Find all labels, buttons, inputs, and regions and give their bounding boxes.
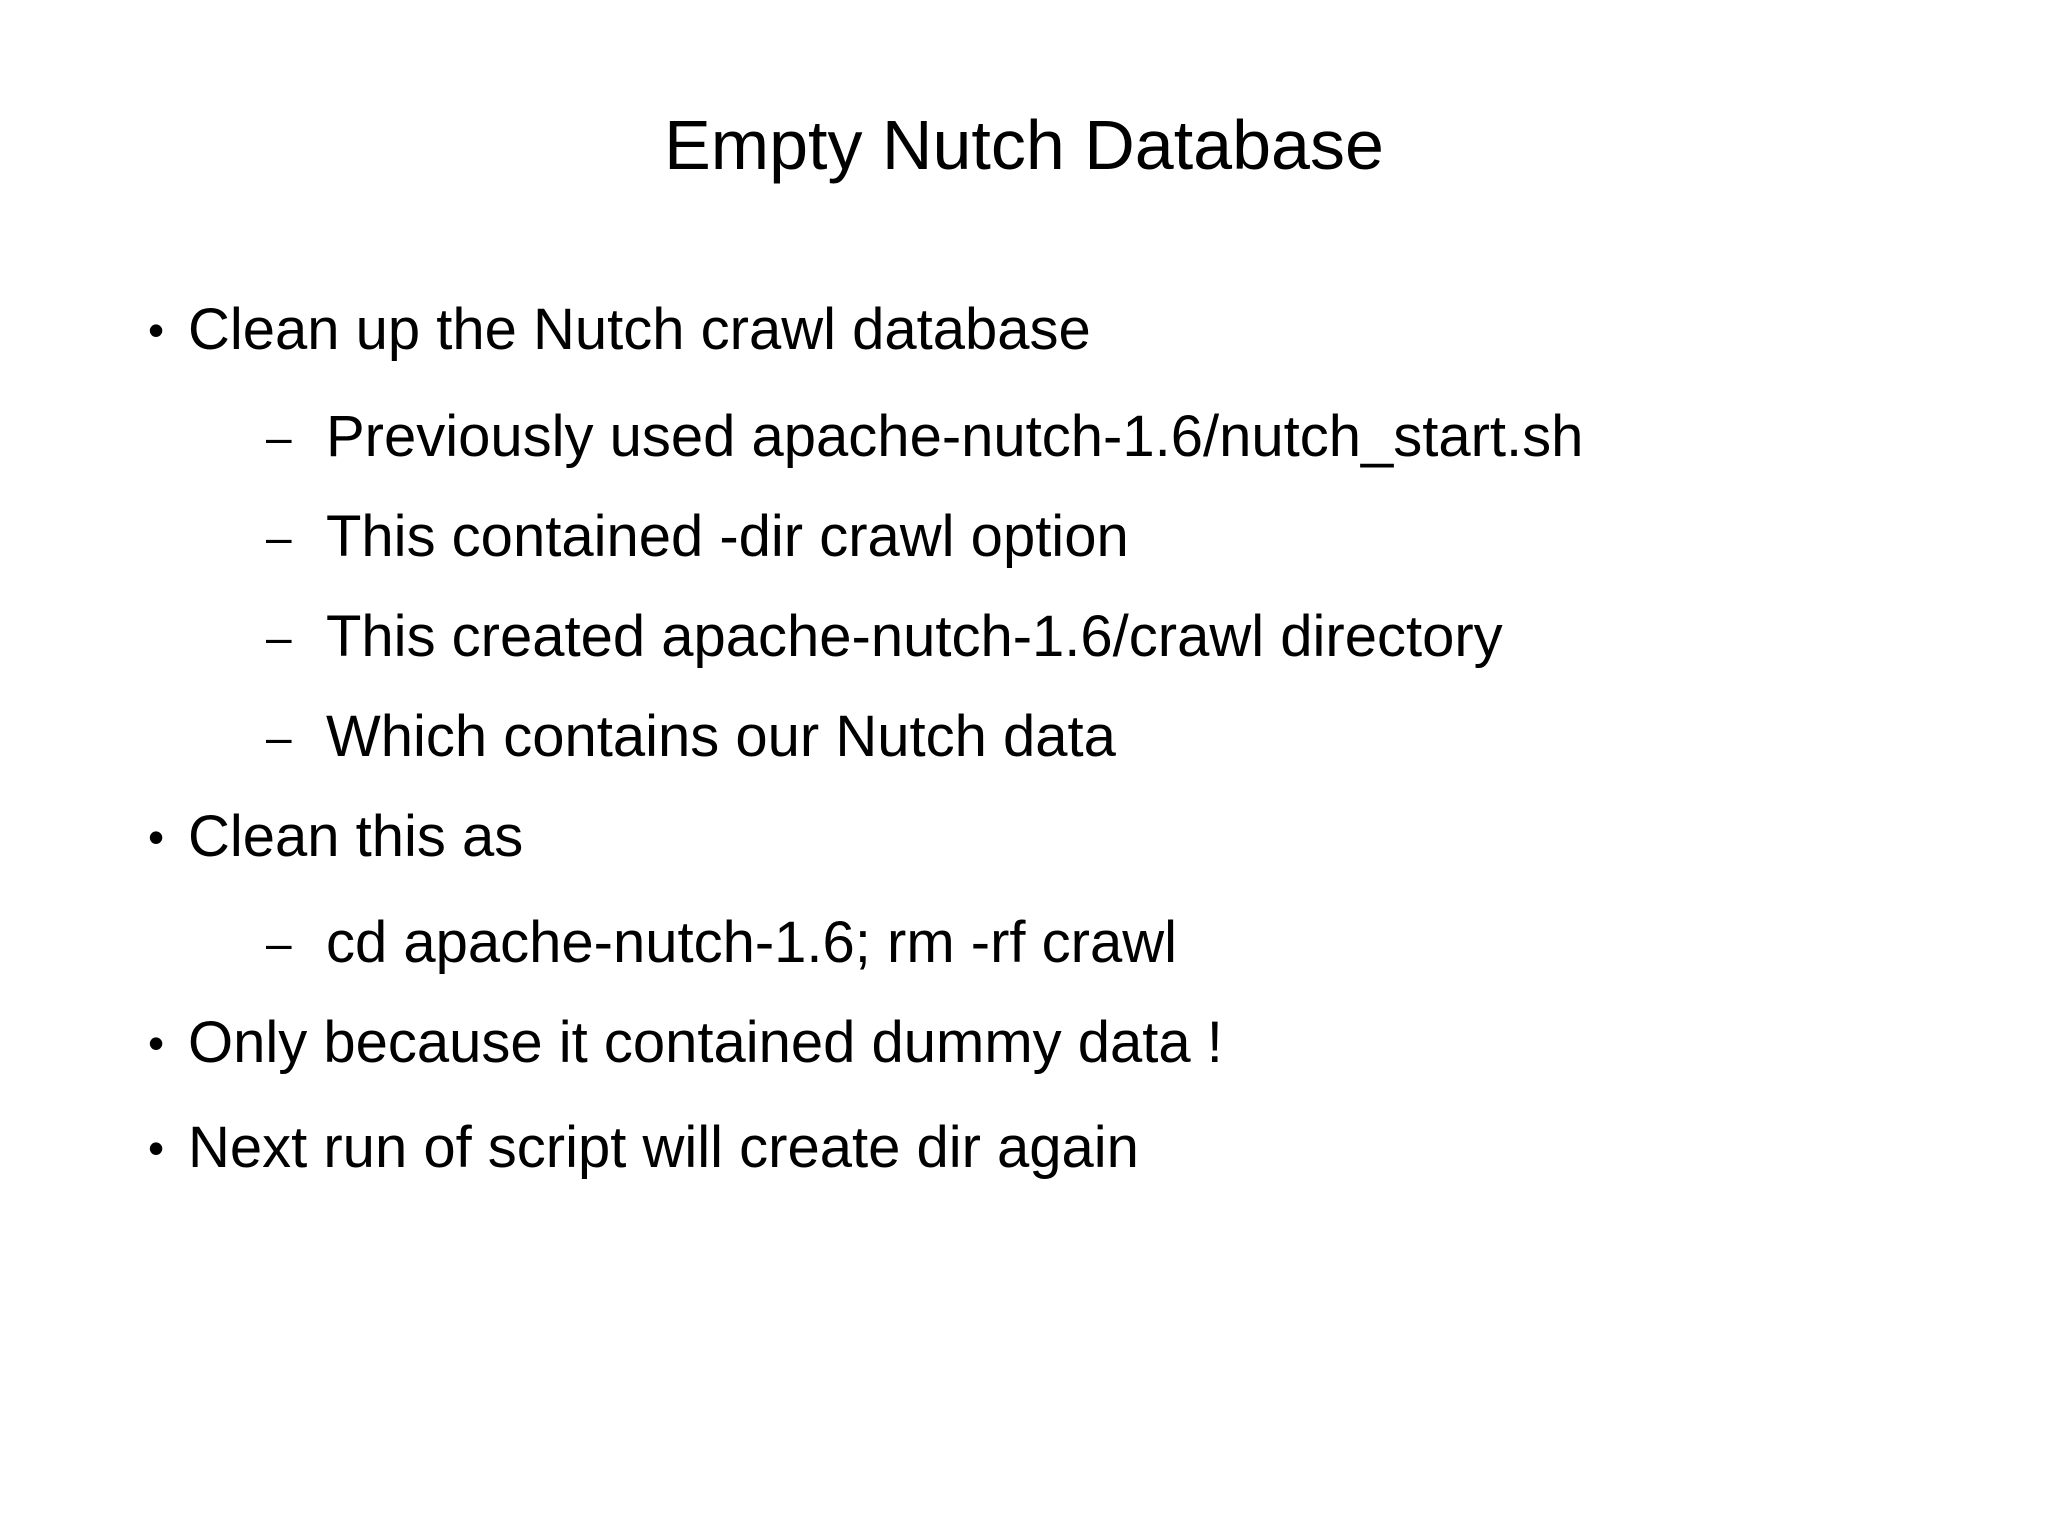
- bullet-item: [148, 295, 1091, 365]
- bullet-item: [148, 1113, 1139, 1183]
- bullet-text: Next run of script will create dir again: [188, 1115, 1139, 1180]
- bullet-text: Clean up the Nutch crawl database: [188, 297, 1091, 362]
- bullet-item: [148, 802, 524, 872]
- sub-bullet-item: [266, 602, 1503, 672]
- bullet-marker: •: [148, 1122, 165, 1174]
- dash-marker: –: [266, 411, 292, 463]
- bullet-text: Only because it contained dummy data !: [188, 1010, 1223, 1075]
- bullet-text: Clean this as: [188, 804, 524, 869]
- sub-bullet-item: [266, 402, 1584, 472]
- bullet-marker: •: [148, 1017, 165, 1069]
- sub-bullet-text: This contained -dir crawl option: [326, 504, 1129, 569]
- sub-bullet-item: [266, 908, 1177, 978]
- dash-marker: –: [266, 917, 292, 969]
- sub-bullet-item: [266, 702, 1116, 772]
- sub-bullet-item: [266, 502, 1129, 572]
- sub-bullet-text: Which contains our Nutch data: [326, 704, 1116, 769]
- bullet-marker: •: [148, 811, 165, 863]
- dash-marker: –: [266, 611, 292, 663]
- bullet-marker: •: [148, 304, 165, 356]
- slide-title: Empty Nutch Database: [664, 106, 1384, 184]
- bullet-item: [148, 1008, 1223, 1078]
- sub-bullet-text: cd apache-nutch-1.6; rm -rf crawl: [326, 910, 1177, 975]
- sub-bullet-text: This created apache-nutch-1.6/crawl directory: [326, 604, 1503, 669]
- sub-bullet-text: Previously used apache-nutch-1.6/nutch_start.sh: [326, 404, 1584, 469]
- dash-marker: –: [266, 711, 292, 763]
- dash-marker: –: [266, 511, 292, 563]
